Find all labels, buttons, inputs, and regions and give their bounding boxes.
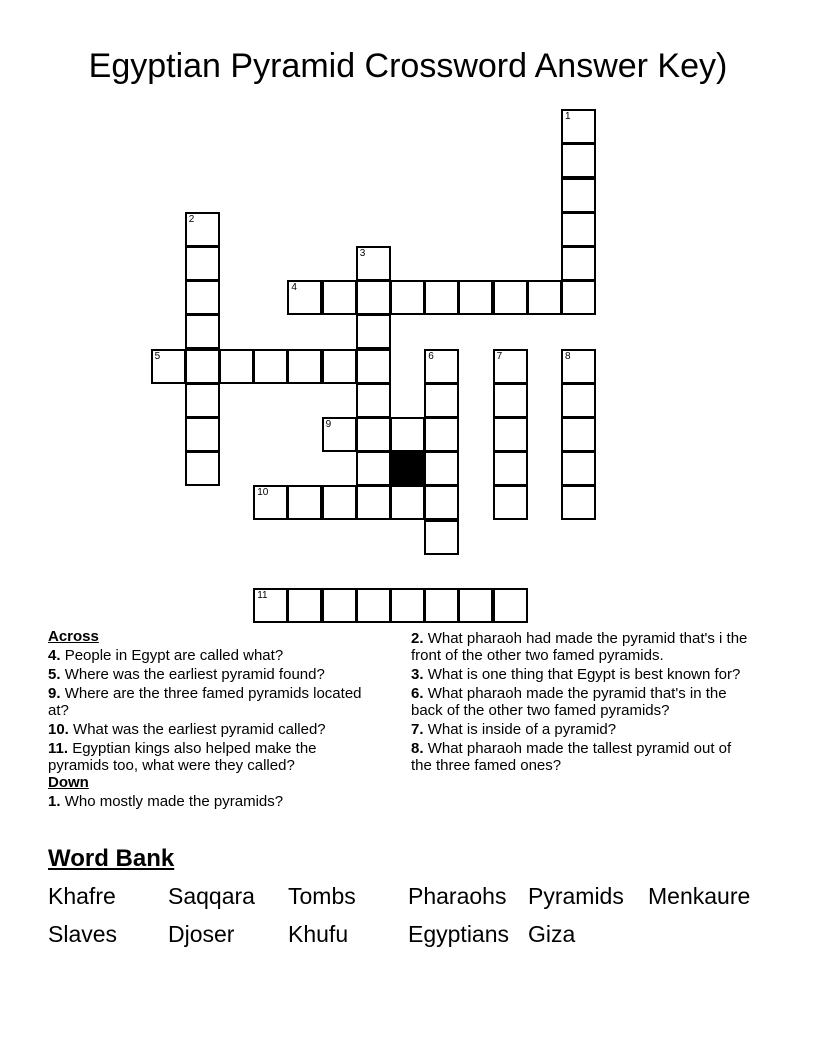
grid-cell bbox=[287, 280, 322, 315]
grid-cell bbox=[424, 451, 459, 486]
grid-cell bbox=[287, 485, 322, 520]
grid-cell bbox=[561, 383, 596, 418]
grid-cell bbox=[253, 349, 288, 384]
grid-cell bbox=[356, 588, 391, 623]
grid-cell bbox=[356, 349, 391, 384]
grid-cell bbox=[356, 246, 391, 281]
clue-down-6: 6. What pharaoh made the pyramid that's in the back of the other two famed pyramids? bbox=[411, 685, 727, 719]
clue-number: 11 bbox=[257, 590, 268, 601]
grid-cell bbox=[527, 280, 562, 315]
page-title: Egyptian Pyramid Crossword Answer Key) bbox=[88, 47, 728, 85]
clue-down-1: 1. Who mostly made the pyramids? bbox=[48, 793, 284, 810]
grid-cell bbox=[561, 178, 596, 213]
clue-number: 1 bbox=[565, 111, 571, 123]
word-bank-item: Djoser bbox=[168, 921, 235, 947]
grid-cell bbox=[185, 417, 220, 452]
clue-number: 3 bbox=[359, 248, 366, 259]
clue-down-8: 8. What pharaoh made the tallest pyramid out of the three famed ones? bbox=[411, 740, 732, 774]
grid-cell bbox=[185, 246, 220, 281]
clue-across-4: 4. People in Egypt are called what? bbox=[48, 647, 284, 664]
clues-left-column bbox=[48, 628, 378, 810]
grid-cell bbox=[561, 485, 596, 520]
grid-cell bbox=[356, 485, 391, 520]
grid-cell bbox=[493, 280, 528, 315]
clue-number: 7 bbox=[496, 350, 503, 362]
word-bank-item: Menkaure bbox=[648, 883, 751, 909]
grid-cell bbox=[458, 588, 493, 623]
grid-cell bbox=[322, 349, 357, 384]
grid-cell bbox=[322, 280, 357, 315]
clue-number: 10 bbox=[257, 487, 269, 499]
clue-number: 5 bbox=[154, 350, 161, 362]
clue-across-11: 11. Egyptian kings also helped make the pyramids too, what were they called? bbox=[48, 740, 317, 774]
word-bank-item: Giza bbox=[528, 921, 576, 947]
grid-cell bbox=[185, 383, 220, 418]
down-heading: Down bbox=[48, 774, 89, 791]
grid-cell bbox=[493, 451, 528, 486]
grid-cell bbox=[493, 349, 528, 384]
grid-cell bbox=[287, 588, 322, 623]
grid-cell bbox=[424, 520, 459, 555]
word-bank-item: Slaves bbox=[48, 921, 118, 947]
grid-cell bbox=[424, 383, 459, 418]
grid-cell bbox=[493, 485, 528, 520]
clue-number: 9 bbox=[325, 419, 332, 430]
grid-cell bbox=[424, 349, 459, 384]
grid-cell bbox=[561, 349, 596, 384]
grid-cell bbox=[219, 349, 254, 384]
grid-cell bbox=[253, 485, 288, 520]
grid-cell bbox=[322, 485, 357, 520]
grid-cell bbox=[561, 451, 596, 486]
grid-cell bbox=[424, 417, 459, 452]
grid-cell bbox=[390, 588, 425, 623]
grid-cell bbox=[253, 588, 288, 623]
grid-cell bbox=[561, 109, 596, 144]
grid-cell bbox=[561, 212, 596, 247]
grid-cell bbox=[185, 451, 220, 486]
grid-cell bbox=[493, 417, 528, 452]
clue-number: 2 bbox=[188, 213, 195, 225]
grid-cell bbox=[322, 417, 357, 452]
grid-cell bbox=[424, 588, 459, 623]
grid-cell bbox=[356, 383, 391, 418]
clue-across-10: 10. What was the earliest pyramid called? bbox=[48, 721, 326, 738]
black-square bbox=[390, 451, 425, 486]
grid-cell bbox=[287, 349, 322, 384]
clue-number: 4 bbox=[291, 282, 297, 294]
grid-cell bbox=[424, 280, 459, 315]
clue-down-7: 7. What is inside of a pyramid? bbox=[411, 721, 617, 738]
clue-number: 8 bbox=[565, 350, 571, 362]
grid-cell bbox=[561, 246, 596, 281]
word-bank-title: Word Bank bbox=[48, 845, 175, 872]
word-bank-item: Khafre bbox=[48, 883, 116, 909]
clue-down-3: 3. What is one thing that Egypt is best known for? bbox=[411, 666, 741, 683]
grid-cell bbox=[356, 314, 391, 349]
grid-cell bbox=[356, 280, 391, 315]
grid-cell bbox=[151, 349, 186, 384]
word-bank-item: Pyramids bbox=[528, 883, 624, 909]
word-bank-item: Khufu bbox=[288, 921, 349, 947]
grid-cell bbox=[185, 212, 220, 247]
grid-cell bbox=[390, 417, 425, 452]
word-bank-item: Egyptians bbox=[408, 921, 510, 947]
grid-cell bbox=[185, 314, 220, 349]
across-heading: Across bbox=[48, 628, 99, 645]
grid-cell bbox=[322, 588, 357, 623]
grid-cell bbox=[561, 143, 596, 178]
grid-cell bbox=[561, 417, 596, 452]
clue-number: 6 bbox=[428, 350, 434, 362]
grid-cell bbox=[561, 280, 596, 315]
clue-across-9: 9. Where are the three famed pyramids located at? bbox=[48, 685, 362, 719]
grid-cell bbox=[390, 485, 425, 520]
clue-down-2: 2. What pharaoh had made the pyramid that's i the front of the other two famed pyramids. bbox=[411, 630, 748, 664]
word-bank-item: Tombs bbox=[288, 883, 356, 909]
grid-cell bbox=[390, 280, 425, 315]
grid-cell bbox=[458, 280, 493, 315]
grid-cell bbox=[356, 417, 391, 452]
grid-cell bbox=[356, 451, 391, 486]
grid-cell bbox=[185, 280, 220, 315]
grid-cell bbox=[424, 485, 459, 520]
word-bank-item: Saqqara bbox=[168, 883, 255, 909]
clues-right-column bbox=[411, 628, 751, 774]
grid-cell bbox=[493, 588, 528, 623]
word-bank-item: Pharaohs bbox=[408, 883, 507, 909]
grid-cell bbox=[185, 349, 220, 384]
grid-cell bbox=[493, 383, 528, 418]
clue-across-5: 5. Where was the earliest pyramid found? bbox=[48, 666, 325, 683]
